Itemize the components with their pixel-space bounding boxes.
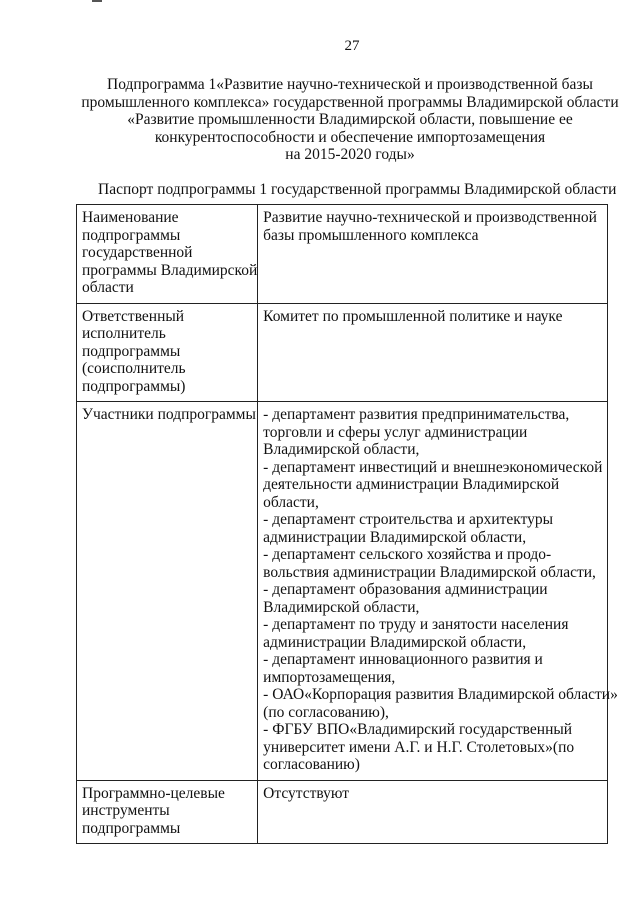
- passport-table: [76, 204, 618, 844]
- heading-line: конкурентоспособности и обеспечение импортозамещения: [154, 128, 546, 146]
- value-line: - департамент строительства и архитектуры: [263, 511, 554, 528]
- label-line: Программно-целевые: [82, 784, 225, 802]
- row-label-cell: [77, 780, 258, 844]
- label-line: программы Владимирской: [82, 261, 258, 279]
- label-line: подпрограммы): [82, 377, 186, 395]
- row-value-cell: [258, 205, 608, 304]
- row-label-cell: [77, 303, 258, 402]
- label-line: подпрограммы: [82, 342, 181, 360]
- value-line: администрации Владимирской области,: [263, 528, 527, 546]
- value-line: Владимирской области,: [263, 598, 420, 616]
- value-line: - департамент инвестиций и внешнеэкономической: [263, 458, 603, 476]
- value-line: - департамент образования администрации: [263, 581, 548, 598]
- value-line: согласованию): [263, 756, 360, 773]
- passport-title: Паспорт подпрограммы 1 государственной программы Владимирской области: [98, 181, 617, 198]
- label-line: Участники подпрограммы: [82, 406, 256, 423]
- label-line: подпрограммы: [82, 819, 181, 837]
- heading-line: «Развитие промышленности Владимирской области, повышение ее: [127, 111, 573, 128]
- value-line: вольствия администрации Владимирской области,: [263, 563, 596, 581]
- row-label-cell: [77, 205, 258, 304]
- row-value-cell: [258, 780, 608, 844]
- value-line: импортозамещения,: [263, 668, 396, 686]
- table-row-name: [77, 205, 608, 304]
- scan-edge-mark: [92, 0, 102, 2]
- row-value-cell: [258, 303, 608, 402]
- value-line: (по согласованию),: [263, 703, 389, 721]
- value-line: Комитет по промышленной политике и науке: [263, 307, 563, 325]
- value-line: Отсутствуют: [263, 784, 350, 802]
- value-line: базы промышленного комплекса: [263, 226, 479, 244]
- row-label-cell: [77, 402, 258, 781]
- page-number: 27: [344, 38, 360, 54]
- table-row-participants: [77, 402, 608, 781]
- heading-line: Подпрограмма 1«Развитие научно-технической и производственной базы: [107, 76, 593, 93]
- label-line: области: [82, 279, 134, 296]
- value-line: администрации Владимирской области,: [263, 633, 527, 651]
- value-line: - департамент развития предпринимательства,: [263, 406, 570, 423]
- label-line: инструменты: [82, 802, 170, 819]
- label-line: Наименование: [82, 209, 179, 226]
- label-line: исполнитель: [82, 325, 166, 342]
- label-line: государственной: [82, 244, 193, 261]
- value-line: - департамент сельского хозяйства и продо-: [263, 546, 552, 563]
- value-line: торговли и сферы услуг администрации: [263, 423, 528, 441]
- value-line: - департамент по труду и занятости населения: [263, 616, 569, 633]
- table-row-responsible: [77, 303, 608, 402]
- label-line: подпрограммы: [82, 226, 181, 244]
- value-line: университет имени А.Г. и Н.Г. Столетовых»(по: [263, 738, 575, 756]
- value-line: - ОАО«Корпорация развития Владимирской области»: [263, 686, 618, 703]
- row-value-cell: [258, 402, 618, 781]
- value-line: области,: [263, 493, 319, 511]
- value-line: Развитие научно-технической и производственной: [263, 209, 597, 226]
- table-row-tools: [77, 780, 608, 844]
- value-line: - департамент инновационного развития и: [263, 651, 543, 668]
- value-line: - ФГБУ ВПО«Владимирский государственный: [263, 721, 573, 738]
- subprogram-heading: [60, 76, 640, 164]
- heading-line: промышленного комплекса» государственной программы Владимирской области: [81, 93, 619, 111]
- value-line: деятельности администрации Владимирской: [263, 476, 560, 493]
- heading-line: на 2015-2020 годы»: [285, 146, 415, 163]
- label-line: Ответственный: [82, 307, 185, 325]
- value-line: Владимирской области,: [263, 441, 420, 458]
- label-line: (соисполнитель: [82, 360, 186, 377]
